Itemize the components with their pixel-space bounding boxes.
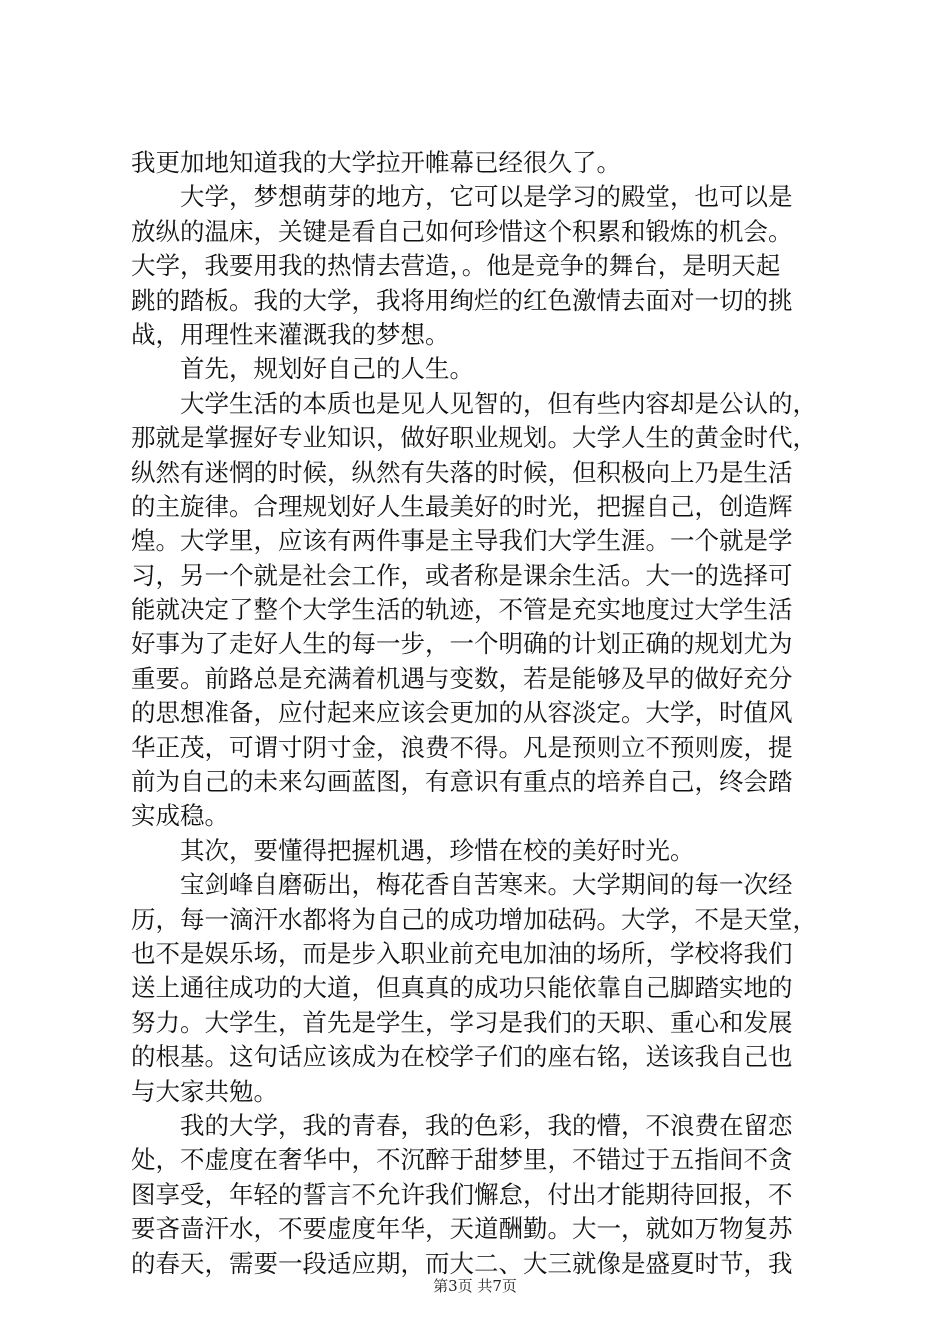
text-line: 重要。前路总是充满着机遇与变数，若是能够及早的做好充分: [131, 663, 793, 693]
body-text: [131, 146, 823, 1281]
text-line: 宝剑峰自磨砺出，梅花香自苦寒来。大学期间的每一次经: [131, 870, 793, 900]
text-line: 大学，我要用我的热情去营造，。他是竞争的舞台，是明天起: [131, 251, 781, 281]
text-line: 与大家共勉。: [131, 1076, 278, 1106]
text-line: 煌。大学里，应该有两件事是主导我们大学生涯。一个就是学: [131, 526, 793, 556]
text-line: 前为自己的未来勾画蓝图，有意识有重点的培养自己，终会踏: [131, 767, 793, 797]
text-line: 其次，要懂得把握机遇，珍惜在校的美好时光。: [131, 835, 695, 865]
text-line: 大学生活的本质也是见人见智的，但有些内容却是公认的，: [131, 388, 817, 418]
text-line: 的春天，需要一段适应期，而大二、大三就像是盛夏时节，我: [131, 1248, 793, 1278]
text-line: 纵然有迷惘的时候，纵然有失落的时候，但积极向上乃是生活: [131, 457, 793, 487]
text-line: 处，不虚度在奢华中，不沉醉于甜梦里，不错过于五指间不贪: [131, 1145, 793, 1175]
text-line: 的根基。这句话应该成为在校学子们的座右铭，送该我自己也: [131, 1042, 793, 1072]
text-line: 能就决定了整个大学生活的轨迹，不管是充实地度过大学生活: [131, 595, 793, 625]
text-line: 跳的踏板。我的大学，我将用绚烂的红色激情去面对一切的挑: [131, 285, 793, 315]
page-number-footer: 第3页 共7页: [433, 1277, 517, 1295]
text-line: 习，另一个就是社会工作，或者称是课余生活。大一的选择可: [131, 560, 793, 590]
text-line: 战，用理性来灌溉我的梦想。: [131, 319, 450, 349]
text-line: 的思想准备，应付起来应该会更加的从容淡定。大学，时值风: [131, 698, 793, 728]
text-line: 我的大学，我的青春，我的色彩，我的懵，不浪费在留恋: [131, 1110, 793, 1140]
text-line: 要吝啬汗水，不要虚度年华，天道酬勤。大一，就如万物复苏: [131, 1214, 793, 1244]
text-line: 努力。大学生，首先是学生，学习是我们的天职、重心和发展: [131, 1007, 793, 1037]
text-line: 送上通往成功的大道，但真真的成功只能依靠自己脚踏实地的: [131, 973, 793, 1003]
text-line: 图享受，年轻的誓言不允许我们懈怠，付出才能期待回报，不: [131, 1179, 793, 1209]
text-line: 大学，梦想萌芽的地方，它可以是学习的殿堂，也可以是: [131, 182, 793, 212]
text-line: 华正茂，可谓寸阴寸金，浪费不得。凡是预则立不预则废，提: [131, 732, 793, 762]
text-line: 也不是娱乐场，而是步入职业前充电加油的场所，学校将我们: [131, 938, 793, 968]
text-line: 的主旋律。合理规划好人生最美好的时光，把握自己，创造辉: [131, 491, 793, 521]
text-line: 那就是掌握好专业知识，做好职业规划。大学人生的黄金时代，: [131, 423, 817, 453]
text-line: 好事为了走好人生的每一步，一个明确的计划正确的规划尤为: [131, 629, 793, 659]
text-line: 放纵的温床，关键是看自己如何珍惜这个积累和锻炼的机会。: [131, 216, 793, 246]
text-line: 实成稳。: [131, 801, 229, 831]
text-line: 首先，规划好自己的人生。: [131, 354, 474, 384]
text-line: 历，每一滴汗水都将为自己的成功增加砝码。大学，不是天堂，: [131, 904, 817, 934]
text-line: 我更加地知道我的大学拉开帷幕已经很久了。: [131, 148, 621, 177]
